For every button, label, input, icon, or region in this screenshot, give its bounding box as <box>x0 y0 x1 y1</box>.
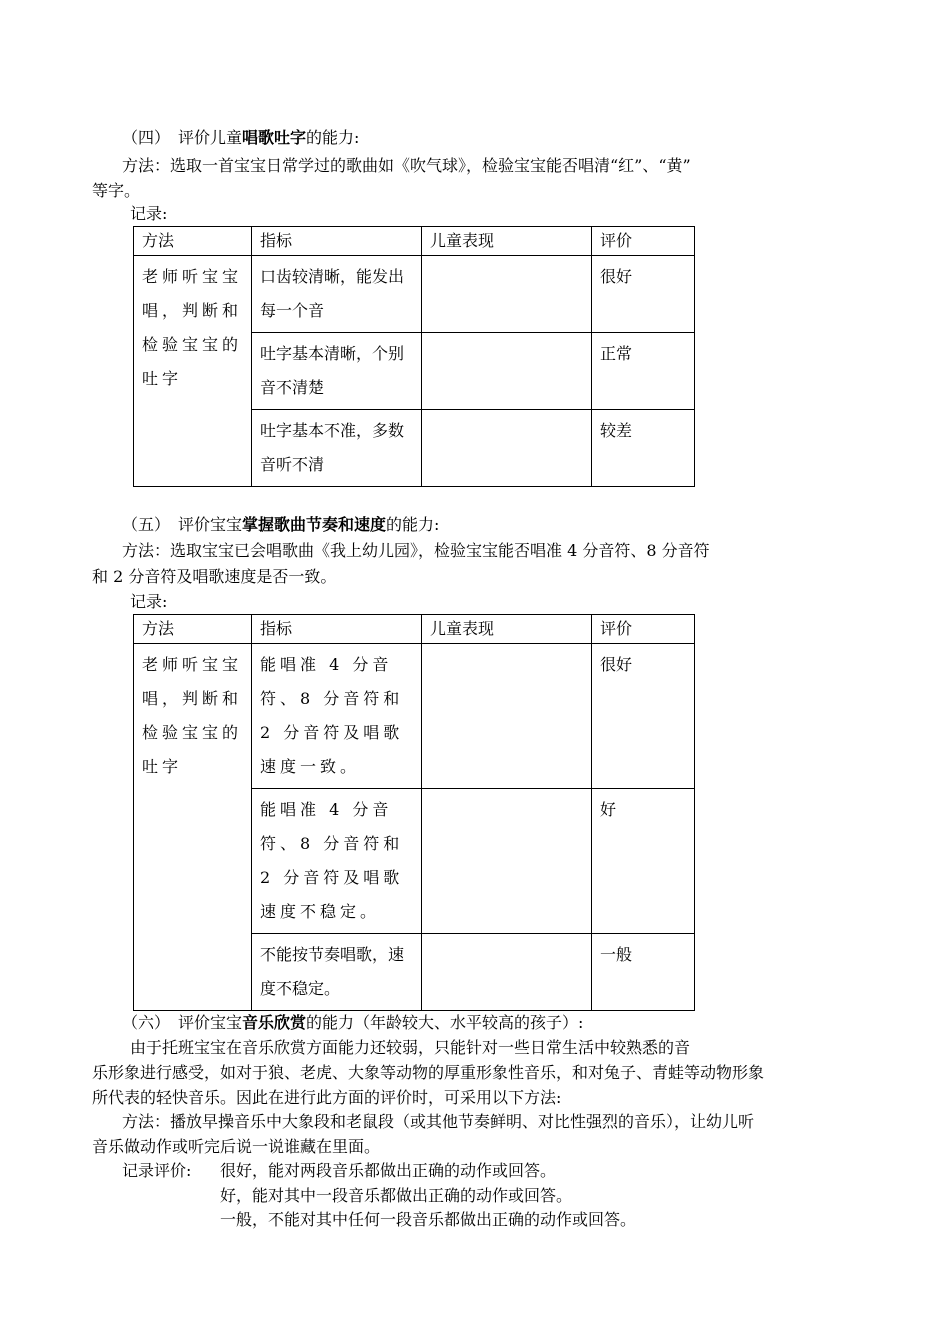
header-indicator: 指标 <box>252 615 422 644</box>
header-performance: 儿童表现 <box>422 615 592 644</box>
table-header-row <box>134 227 695 256</box>
section6-eval-1: 很好，能对两段音乐都做出正确的动作或回答。 <box>220 1161 557 1180</box>
header-evaluation: 评价 <box>592 615 695 644</box>
header-performance: 儿童表现 <box>422 227 592 256</box>
header-method: 方法 <box>134 615 252 644</box>
performance-cell <box>422 934 592 1011</box>
indicator-cell: 吐字基本清晰，个别音不清楚 <box>252 333 422 410</box>
evaluation-cell: 很好 <box>592 256 695 333</box>
section5-method-line1: 方法：选取宝宝已会唱歌曲《我上幼儿园》，检验宝宝能否唱准 4 分音符、8 分音符 <box>122 541 710 560</box>
header-method: 方法 <box>134 227 252 256</box>
section4-heading: （四） 评价儿童唱歌吐字的能力: <box>122 128 360 147</box>
indicator-cell: 口齿较清晰，能发出每一个音 <box>252 256 422 333</box>
performance-cell <box>422 256 592 333</box>
indicator-cell: 吐字基本不准，多数音听不清 <box>252 410 422 487</box>
section6-eval-2: 好，能对其中一段音乐都做出正确的动作或回答。 <box>220 1186 573 1205</box>
section6-method-line2: 音乐做动作或听完后说一说谁藏在里面。 <box>92 1137 381 1156</box>
indicator-cell: 能唱准 4 分音符、8 分音符和 2 分音符及唱歌速度不稳定。 <box>252 789 422 934</box>
section6-record-label: 记录评价: <box>122 1161 192 1180</box>
section5-table <box>133 614 695 1011</box>
performance-cell <box>422 789 592 934</box>
section6-heading: （六） 评价宝宝音乐欣赏的能力（年龄较大、水平较高的孩子）: <box>122 1013 584 1032</box>
performance-cell <box>422 410 592 487</box>
header-evaluation: 评价 <box>592 227 695 256</box>
evaluation-cell: 很好 <box>592 644 695 789</box>
indicator-cell: 不能按节奏唱歌，速度不稳定。 <box>252 934 422 1011</box>
table-row <box>134 644 695 789</box>
section6-para-line2: 乐形象进行感受，如对于狼、老虎、大象等动物的厚重形象性音乐，和对兔子、青蛙等动物形象 <box>92 1063 765 1082</box>
evaluation-cell: 正常 <box>592 333 695 410</box>
table-row <box>134 256 695 333</box>
section5-record-label: 记录: <box>130 592 168 611</box>
section5-method-line2: 和 2 分音符及唱歌速度是否一致。 <box>92 567 337 586</box>
method-cell: 老师听宝宝唱，判断和检验宝宝的吐字 <box>134 644 252 1011</box>
evaluation-cell: 一般 <box>592 934 695 1011</box>
table-header-row <box>134 615 695 644</box>
evaluation-cell: 好 <box>592 789 695 934</box>
section6-para-line1: 由于托班宝宝在音乐欣赏方面能力还较弱，只能针对一些日常生活中较熟悉的音 <box>130 1038 691 1057</box>
section5-heading: （五） 评价宝宝掌握歌曲节奏和速度的能力: <box>122 515 440 534</box>
section6-eval-3: 一般，不能对其中任何一段音乐都做出正确的动作或回答。 <box>220 1210 637 1229</box>
performance-cell <box>422 333 592 410</box>
section6-method-line1: 方法：播放早操音乐中大象段和老鼠段（或其他节奏鲜明、对比性强烈的音乐），让幼儿听 <box>122 1112 755 1131</box>
performance-cell <box>422 644 592 789</box>
section4-table <box>133 226 695 487</box>
header-indicator: 指标 <box>252 227 422 256</box>
method-cell: 老师听宝宝唱，判断和检验宝宝的吐字 <box>134 256 252 487</box>
indicator-cell: 能唱准 4 分音符、8 分音符和 2 分音符及唱歌速度一致。 <box>252 644 422 789</box>
evaluation-cell: 较差 <box>592 410 695 487</box>
section6-para-line3: 所代表的轻快音乐。因此在进行此方面的评价时，可采用以下方法: <box>92 1088 562 1107</box>
section4-method-line1: 方法：选取一首宝宝日常学过的歌曲如《吹气球》，检验宝宝能否唱清“红”、“黄” <box>122 156 691 175</box>
section4-record-label: 记录: <box>130 204 168 223</box>
section4-method-line2: 等字。 <box>92 181 141 200</box>
